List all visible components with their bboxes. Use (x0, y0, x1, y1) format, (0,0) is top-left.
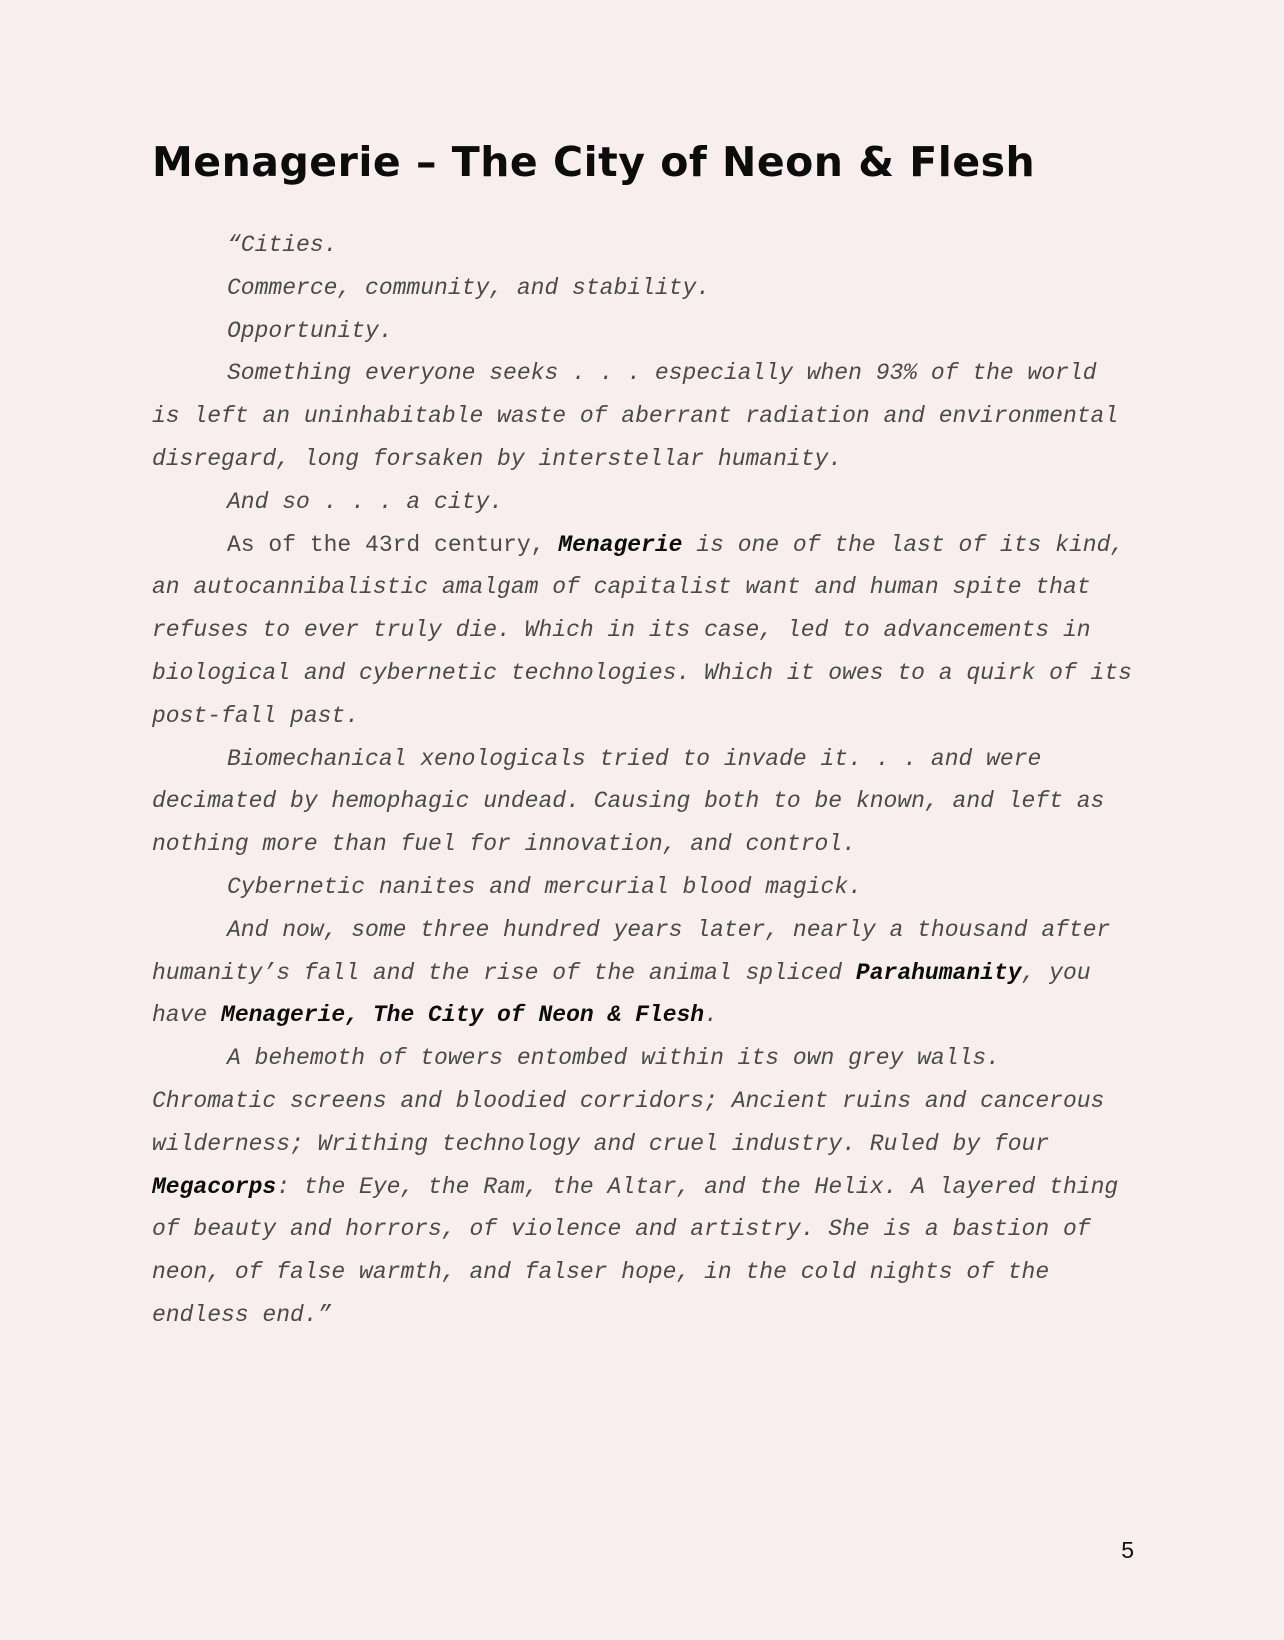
city-name-term: Menagerie, The City of Neon & Flesh (221, 1002, 705, 1029)
document-page (152, 132, 1132, 1337)
page-title: Menagerie – The City of Neon & Flesh (152, 138, 1036, 186)
paragraph-10 (152, 1037, 1132, 1337)
page-number: 5 (1121, 1537, 1134, 1563)
paragraph-9 (152, 909, 1132, 1037)
paragraph-9-lead: And now, some three hundred years later, nearly a thousand after humanity’s fall and the rise of the animal spliced (152, 916, 1111, 986)
paragraph-1: “Cities. (227, 232, 338, 258)
megacorps-term: Megacorps (152, 1173, 277, 1200)
paragraph-7: Biomechanical xenologicals tried to invade it. . . and were decimated by hemophagic undead. Causing both to be known, and left as nothing more than fuel for innovation, and control. (152, 745, 1105, 858)
paragraph-10-rest: : the Eye, the Ram, the Altar, and the Helix. A layered thing of beauty and horrors, of violence and artistry. She is a bastion of neon, of false warmth, and falser hope, in the cold nights of the endless end.” (152, 1173, 1119, 1328)
paragraph-3: Opportunity. (227, 317, 393, 344)
paragraph-6-rest: is one of the last of its kind, an autocannibalistic amalgam of capitalist want and human spite that refuses to ever truly die. Which in its case, led to advancements in biological and cybernetic technologies. Which it owes to a quirk of its post-fall past. (152, 531, 1132, 729)
paragraph-10-lead: A behemoth of towers entombed within its own grey walls. Chromatic screens and bloodied corridors; Ancient ruins and cancerous wilderness; Writhing technology and cruel industry. Ruled by four (152, 1045, 1105, 1157)
paragraph-2: Commerce, community, and stability. (227, 274, 711, 301)
paragraph-9-mid: , you have (152, 959, 1091, 1029)
menagerie-term: Menagerie (558, 531, 683, 558)
body-text (152, 224, 1132, 1337)
parahumanity-term: Parahumanity (855, 959, 1022, 986)
paragraph-8: Cybernetic nanites and mercurial blood magick. (227, 873, 862, 900)
paragraph-6-lead: As of the 43rd century, (227, 531, 559, 558)
paragraph-4: Something everyone seeks . . . especially when 93% of the world is left an uninhabitable waste of aberrant radiation and environmental disregard, long forsaken by interstellar humanity. (152, 360, 1119, 472)
paragraph-6 (152, 524, 1132, 738)
paragraph-9-end: . (704, 1002, 718, 1029)
paragraph-5: And so . . . a city. (227, 488, 504, 515)
